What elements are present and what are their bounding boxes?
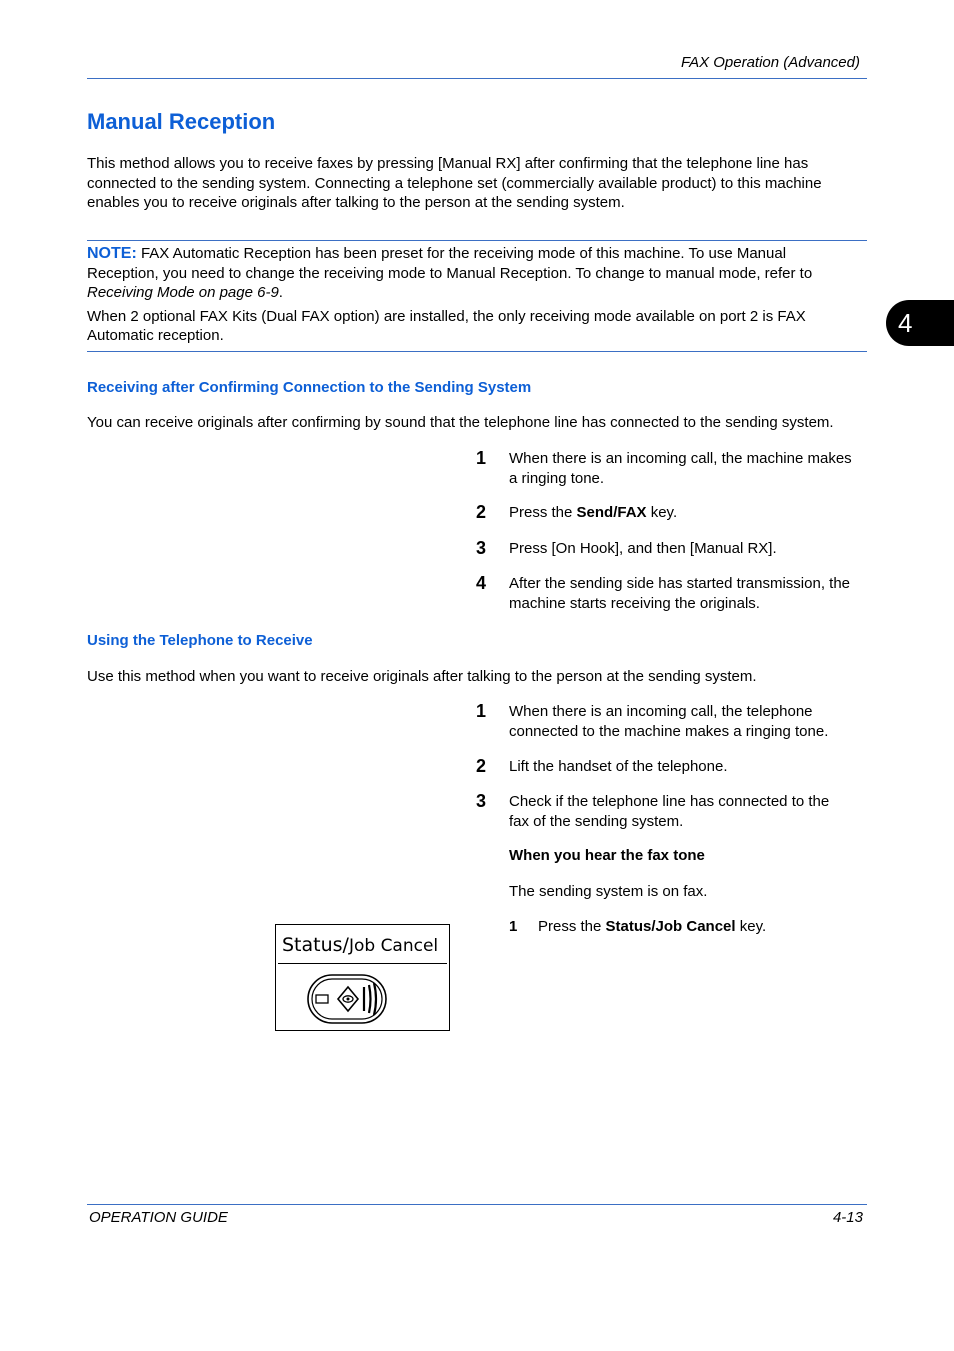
section-heading: Receiving after Confirming Connection to the Sending System (87, 379, 532, 396)
sub-text: The sending system is on fax. (509, 883, 708, 900)
step-text: When there is an incoming call, the telephone connected to the machine makes a ringing tone. (509, 703, 829, 740)
step-text: Check if the telephone line has connected to the fax of the sending system. (509, 793, 830, 830)
section-intro: Use this method when you want to receive originals after talking to the person at the sending system. (87, 668, 757, 685)
note-label: NOTE: (87, 245, 137, 262)
step-number: 3 (476, 791, 487, 811)
section-intro: You can receive originals after confirming by sound that the telephone line has connected to the sending system. (87, 414, 834, 431)
substep-text: Press the Status/Job Cancel key. (538, 918, 767, 935)
note-top-rule (87, 240, 867, 241)
step-number: 2 (476, 502, 487, 522)
header-rule (87, 78, 867, 79)
note-bottom-rule (87, 351, 867, 352)
chapter-tab: 4 (886, 300, 954, 346)
cross-reference: Receiving Mode on page 6-9 (87, 284, 279, 301)
sub-heading: When you hear the fax tone (509, 847, 705, 864)
page-number: 4-13 (832, 1209, 863, 1226)
step-number: 1 (476, 701, 487, 721)
status-job-cancel-key-icon (306, 973, 390, 1027)
step-text: When there is an incoming call, the machine makes a ringing tone. (509, 450, 852, 487)
step-text: Press [On Hook], and then [Manual RX]. (509, 540, 777, 557)
step-number: 2 (476, 756, 487, 776)
running-header: FAX Operation (Advanced) (681, 54, 860, 71)
footer-guide-name: OPERATION GUIDE (89, 1209, 228, 1226)
step-number: 4 (476, 573, 487, 593)
page-title: Manual Reception (87, 109, 276, 134)
step-number: 3 (476, 538, 487, 558)
section-heading: Using the Telephone to Receive (87, 632, 313, 649)
step-text: Press the Send/FAX key. (509, 504, 678, 521)
intro-paragraph: This method allows you to receive faxes by pressing [Manual RX] after confirming that the telephone line has connected to the sending system. Connecting a telephone set (commercially available product) to this machine enables you to receive originals after talking to the person at the sending system. (87, 155, 822, 211)
note-box: NOTE: FAX Automatic Reception has been preset for the receiving mode of this machine. To use Manual Reception, you need to change the receiving mode to Manual Reception. To change to manual mode, refer to Receiving Mode on page 6-9. When 2 optional FAX Kits (Dual FAX option) are installed, the only receiving mode available on port 2 is FAX Automatic reception. (87, 245, 813, 344)
substep-number: 1 (509, 918, 518, 935)
key-name: Send/FAX (576, 504, 647, 521)
footer-rule (87, 1204, 867, 1205)
step-text: After the sending side has started transmission, the machine starts receiving the originals. (509, 575, 851, 612)
key-name: Status/Job Cancel (605, 918, 736, 935)
key-label: Status/Job Cancel (278, 927, 447, 964)
status-job-cancel-key-illustration (275, 924, 450, 1031)
step-text: Lift the handset of the telephone. (509, 758, 728, 775)
step-number: 1 (476, 448, 487, 468)
